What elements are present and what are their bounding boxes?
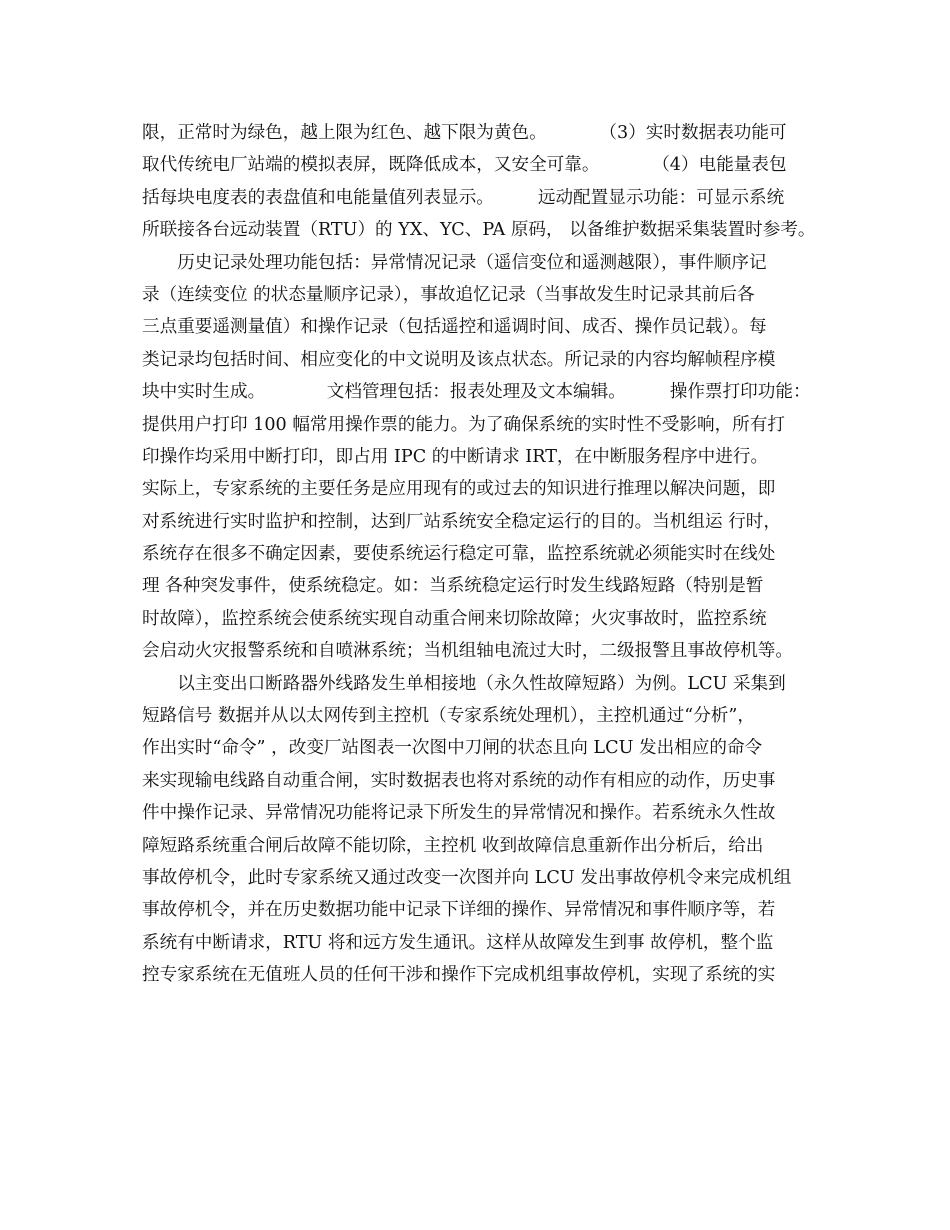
body-text: [142, 117, 832, 992]
text-line: 短路信号 数据并从以太网传到主控机（专家系统处理机），主控机通过“分析”，: [142, 706, 755, 727]
text-line: 历史记录处理功能包括：异常情况记录（遥信变位和遥测越限），事件顺序记: [142, 252, 767, 273]
text-line: 所联接各台远动装置（RTU）的 YX、YC、PA 原码， 以备维护数据采集装置时参考。: [142, 220, 816, 241]
text-line: 会启动火灾报警系统和自喷淋系统；当机组轴电流过大时，二级报警且事故停机等。: [142, 641, 793, 662]
text-line: 印操作均采用中断打印，即占用 IPC 的中断请求 IRT，在中断服务程序中进行。: [142, 446, 769, 467]
text-line: 括每块电度表的表盘值和电能量值列表显示。 远动配置显示功能：可显示系统: [142, 187, 785, 208]
text-line: 事故停机令，此时专家系统又通过改变一次图并向 LCU 发出事故停机令来完成机组: [142, 867, 792, 888]
text-line: 实际上，专家系统的主要任务是应用现有的或过去的知识进行推理以解决问题，即: [142, 479, 776, 500]
text-line: 提供用户打印 100 幅常用操作票的能力。为了确保系统的实时性不受影响，所有打: [142, 414, 785, 435]
text-line: 来实现输电线路自动重合闸，实时数据表也将对系统的动作有相应的动作，历史事: [142, 770, 776, 791]
text-line: 件中操作记录、异常情况功能将记录下所发生的异常情况和操作。若系统永久性故: [142, 803, 776, 824]
text-line: 时故障），监控系统会使系统实现自动重合闸来切除故障；火灾事故时，监控系统: [142, 608, 767, 629]
text-line: 作出实时“命令” ，改变厂站图表一次图中刀闸的状态且向 LCU 发出相应的命令: [142, 738, 763, 759]
text-line: 块中实时生成。 文档管理包括：报表处理及文本编辑。 操作票打印功能：: [142, 382, 811, 403]
text-line: 障短路系统重合闸后故障不能切除，主控机 收到故障信息重新作出分析后，给出: [142, 835, 764, 856]
text-line: 对系统进行实时监护和控制，达到厂站系统安全稳定运行的目的。当机组运 行时，: [142, 511, 781, 532]
text-line: 录（连续变位 的状态量顺序记录），事故追忆记录（当事故发生时记录其前后各: [142, 284, 755, 305]
text-line: 限，正常时为绿色，越上限为红色、越下限为黄色。 （3）实时数据表功能可: [142, 123, 787, 143]
text-line: 三点重要遥测量值）和操作记录（包括遥控和遥调时间、成否、操作员记载）。每: [142, 317, 767, 338]
text-line: 事故停机令，并在历史数据功能中记录下详细的操作、异常情况和事件顺序等，若: [142, 900, 776, 921]
text-line: 系统存在很多不确定因素，要使系统运行稳定可靠，监控系统就必须能实时在线处: [142, 544, 776, 565]
text-line: 类记录均包括时间、相应变化的中文说明及该点状态。所记录的内容均解帧程序模: [142, 349, 776, 370]
text-line: 以主变出口断路器外线路发生单相接地（永久性故障短路）为例。LCU 采集到: [142, 673, 786, 694]
text-line: 取代传统电厂站端的模拟表屏，既降低成本，又安全可靠。 （4）电能量表包: [142, 155, 787, 176]
text-line: 理 各种突发事件，使系统稳定。如：当系统稳定运行时发生线路短路（特别是暂: [142, 576, 764, 597]
text-line: 控专家系统在无值班人员的任何干涉和操作下完成机组事故停机，实现了系统的实: [142, 965, 776, 986]
text-line: 系统有中断请求，RTU 将和远方发生通讯。这样从故障发生到事 故停机，整个监: [142, 932, 774, 953]
